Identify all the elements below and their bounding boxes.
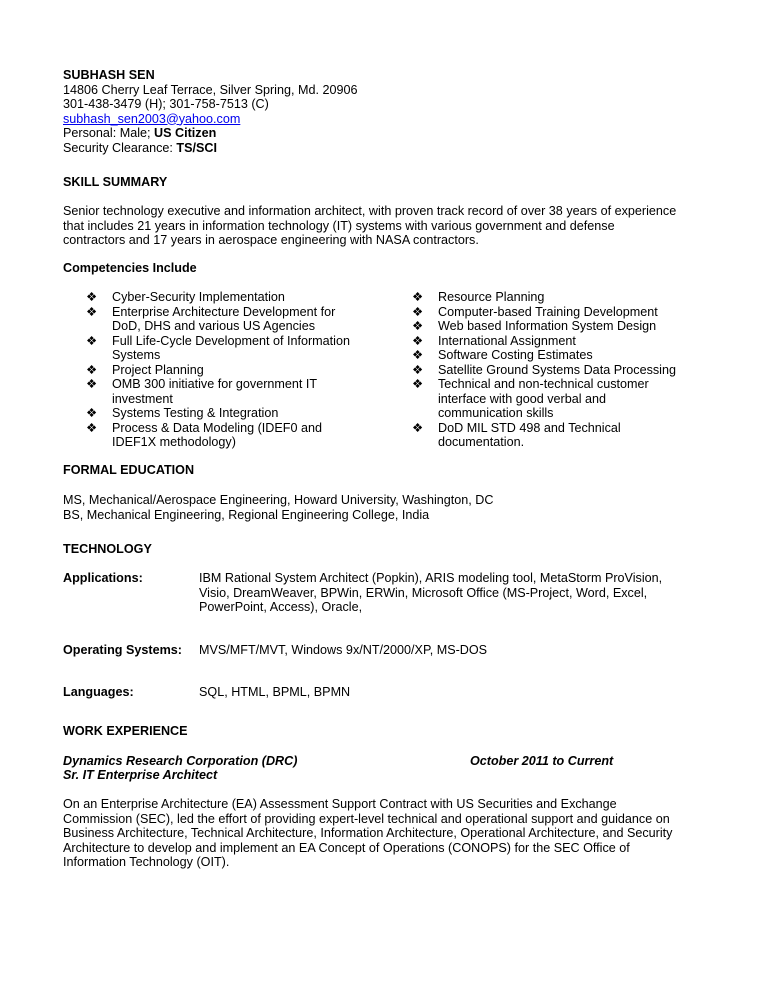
competency-item [412, 319, 702, 334]
competency-text: Project Planning [112, 362, 204, 377]
personal-info [63, 126, 357, 141]
competency-text: Satellite Ground Systems Data Processing [438, 362, 676, 377]
education-heading: FORMAL EDUCATION [63, 463, 195, 477]
competency-text: Resource Planning [438, 290, 545, 304]
competency-item [86, 363, 376, 378]
competency-item [86, 421, 376, 450]
competency-text: Software Costing Estimates [438, 348, 593, 362]
skill-summary-text [63, 204, 723, 248]
competency-text: interface with good verbal and [438, 391, 607, 406]
competency-item [86, 406, 376, 421]
employment-dates: October 2011 to Current [470, 754, 614, 768]
competencies-right-list [412, 290, 702, 450]
education-list [63, 493, 493, 522]
degree-ms: MS, Mechanical/Aerospace Engineering, Howard University, Washington, DC [63, 493, 494, 507]
citizenship: US Citizen [154, 126, 217, 140]
bullet-diamond-icon: ❖ [412, 290, 424, 304]
bullet-diamond-icon: ❖ [86, 290, 98, 304]
bullet-diamond-icon: ❖ [86, 304, 98, 319]
competency-text: Web based Information System Design [438, 319, 657, 333]
clearance-value: TS/SCI [176, 140, 217, 155]
summary-line: Senior technology executive and information architect, with proven track record of over 38 years of experience [63, 204, 677, 218]
applications-value [199, 571, 699, 615]
competency-item [412, 334, 702, 349]
competency-item [412, 305, 702, 320]
applications-line: Visio, DreamWeaver, BPWin, ERWin, Microsoft Office (MS-Project, Word, Excel, [199, 585, 648, 600]
applications-line: PowerPoint, Access), Oracle, [199, 600, 363, 614]
description-line: Commission (SEC), led the effort of providing expert-level technical and operational support and guidance on [63, 811, 670, 826]
contact-header [63, 68, 357, 155]
applications-label: Applications: [63, 571, 143, 585]
bullet-diamond-icon: ❖ [412, 362, 424, 377]
bullet-diamond-icon: ❖ [412, 348, 424, 362]
phone-numbers: 301-438-3479 (H); 301-758-7513 (C) [63, 97, 269, 111]
competency-text: communication skills [438, 406, 554, 420]
competency-item [86, 334, 376, 363]
bullet-diamond-icon: ❖ [86, 333, 98, 348]
competency-item [412, 363, 702, 378]
competency-text: documentation. [438, 435, 525, 449]
bullet-diamond-icon: ❖ [412, 333, 424, 348]
competency-text: Technical and non-technical customer [438, 377, 649, 391]
bullet-diamond-icon: ❖ [86, 377, 98, 391]
competency-text: Process & Data Modeling (IDEF0 and [112, 420, 322, 435]
competency-text: investment [112, 391, 173, 406]
competency-item [412, 421, 702, 450]
competency-text: DoD, DHS and various US Agencies [112, 319, 315, 333]
description-line: Information Technology (OIT). [63, 855, 230, 869]
summary-line: contractors and 17 years in aerospace engineering with NASA contractors. [63, 233, 479, 247]
description-line: Business Architecture, Technical Architecture, Information Architecture, Operational Architecture, and Security [63, 826, 673, 840]
bullet-diamond-icon: ❖ [412, 420, 424, 435]
os-label: Operating Systems: [63, 643, 182, 657]
competency-text: Systems Testing & Integration [112, 406, 279, 420]
company-name: Dynamics Research Corporation (DRC) [63, 754, 298, 768]
bullet-diamond-icon: ❖ [412, 319, 424, 333]
candidate-name: SUBHASH SEN [63, 68, 155, 82]
competencies-left-list [86, 290, 376, 450]
clearance-label: Security Clearance: [63, 140, 177, 155]
description-line: Architecture to develop and implement an EA Concept of Operations (CONOPS) for the SEC Office of [63, 840, 630, 855]
competency-text: International Assignment [438, 333, 576, 348]
bullet-diamond-icon: ❖ [86, 362, 98, 377]
competency-text: Cyber-Security Implementation [112, 290, 285, 304]
competency-text: Systems [112, 348, 161, 362]
applications-line: IBM Rational System Architect (Popkin), ARIS modeling tool, MetaStorm ProVision, [199, 571, 663, 585]
os-value: MVS/MFT/MVT, Windows 9x/NT/2000/XP, MS-DOS [199, 643, 488, 657]
languages-label: Languages: [63, 685, 134, 699]
competency-text: Full Life-Cycle Development of Information [112, 333, 350, 348]
competency-text: OMB 300 initiative for government IT [112, 377, 318, 391]
job-title: Sr. IT Enterprise Architect [63, 768, 218, 782]
competency-item [86, 290, 376, 305]
technology-heading: TECHNOLOGY [63, 542, 152, 556]
competency-text: IDEF1X methodology) [112, 435, 236, 449]
degree-bs: BS, Mechanical Engineering, Regional Engineering College, India [63, 507, 430, 522]
skill-summary-heading: SKILL SUMMARY [63, 175, 168, 189]
competency-item [412, 348, 702, 363]
bullet-diamond-icon: ❖ [86, 420, 98, 435]
address: 14806 Cherry Leaf Terrace, Silver Spring, Md. 20906 [63, 82, 358, 97]
competency-item [86, 305, 376, 334]
competency-text: Computer-based Training Development [438, 304, 658, 319]
competency-text: Enterprise Architecture Development for [112, 304, 336, 319]
security-clearance [63, 141, 357, 156]
email-link[interactable]: subhash_sen2003@yahoo.com [63, 111, 241, 126]
competency-item [412, 290, 702, 305]
competencies-heading: Competencies Include [63, 261, 197, 275]
competency-text: DoD MIL STD 498 and Technical [438, 420, 621, 435]
summary-line: that includes 21 years in information technology (IT) systems with various government and defense [63, 218, 615, 233]
work-experience-heading: WORK EXPERIENCE [63, 724, 188, 738]
description-line: On an Enterprise Architecture (EA) Assessment Support Contract with US Securities and Exchange [63, 797, 617, 811]
personal-label: Personal: Male; [63, 126, 154, 140]
bullet-diamond-icon: ❖ [412, 304, 424, 319]
competency-item [86, 377, 376, 406]
languages-value: SQL, HTML, BPML, BPMN [199, 685, 351, 699]
bullet-diamond-icon: ❖ [86, 406, 98, 420]
job-description [63, 797, 743, 870]
bullet-diamond-icon: ❖ [412, 377, 424, 391]
competency-item [412, 377, 702, 421]
